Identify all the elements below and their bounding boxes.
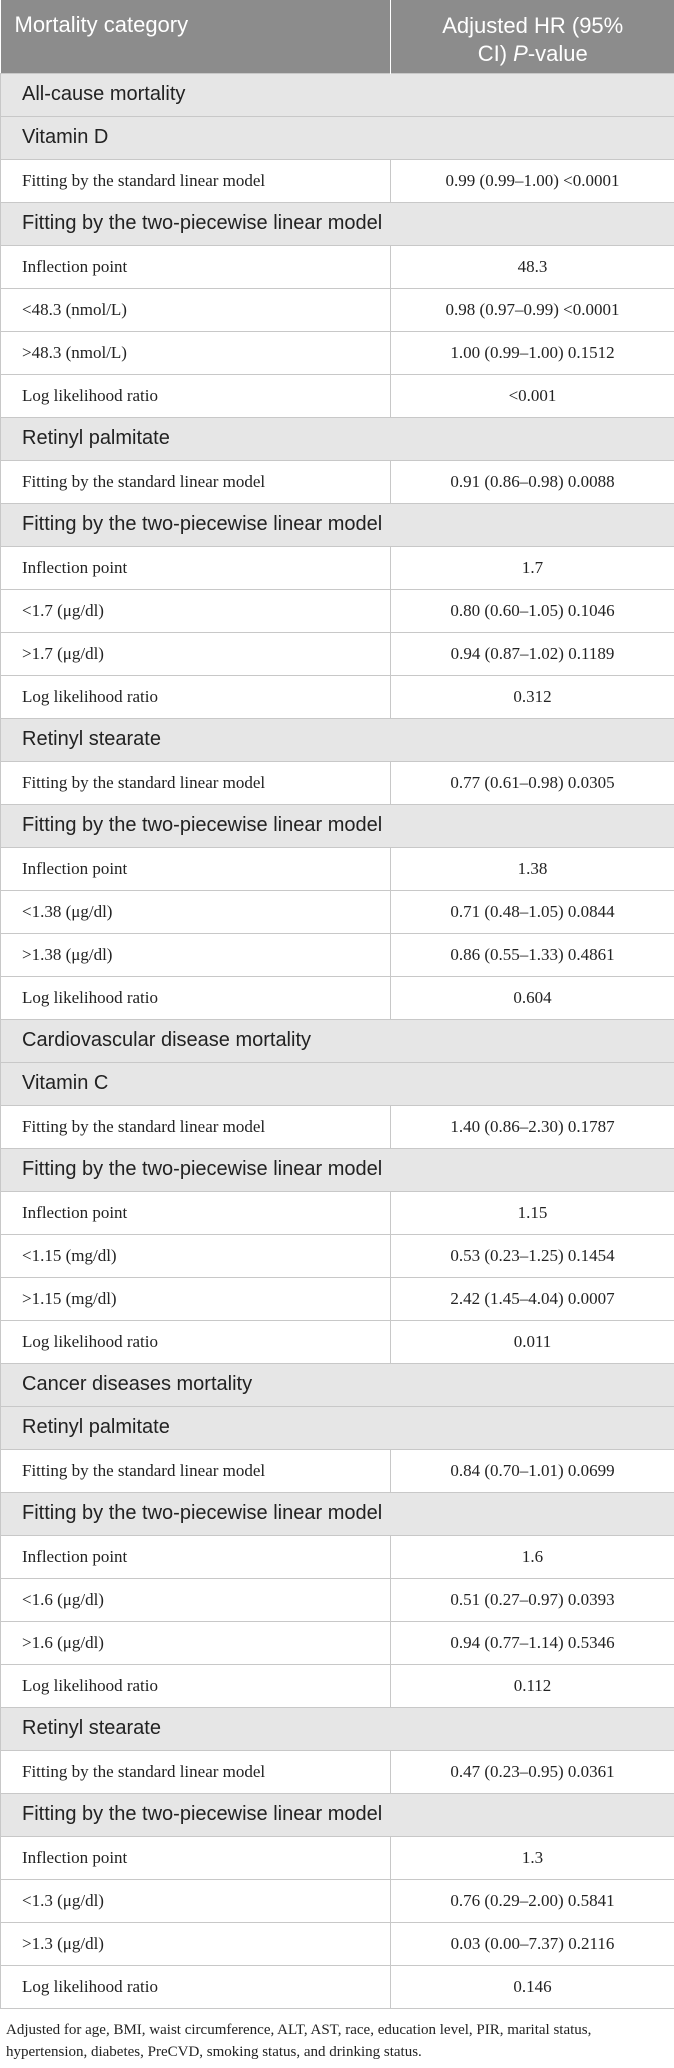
section-row xyxy=(1,1707,674,1750)
row-label: >1.6 (μg/dl) xyxy=(1,1621,391,1664)
row-value: 0.99 (0.99–1.00) <0.0001 xyxy=(391,159,674,202)
table-row xyxy=(1,1879,674,1922)
row-label: <48.3 (nmol/L) xyxy=(1,288,391,331)
section-row xyxy=(1,1793,674,1836)
row-label: Fitting by the standard linear model xyxy=(1,460,391,503)
table-row xyxy=(1,331,674,374)
table-row xyxy=(1,1277,674,1320)
table-row xyxy=(1,761,674,804)
row-label: Inflection point xyxy=(1,1191,391,1234)
section-label: Retinyl palmitate xyxy=(1,1406,674,1449)
table-body xyxy=(1,73,674,2008)
section-row xyxy=(1,116,674,159)
row-value: 1.6 xyxy=(391,1535,674,1578)
row-value: 0.146 xyxy=(391,1965,674,2008)
section-row xyxy=(1,718,674,761)
section-label: Fitting by the two-piecewise linear model xyxy=(1,1148,674,1191)
row-value: 1.00 (0.99–1.00) 0.1512 xyxy=(391,331,674,374)
section-row xyxy=(1,1492,674,1535)
row-label: Inflection point xyxy=(1,1535,391,1578)
row-value: <0.001 xyxy=(391,374,674,417)
row-value: 0.312 xyxy=(391,675,674,718)
row-value: 0.71 (0.48–1.05) 0.0844 xyxy=(391,890,674,933)
row-value: 0.86 (0.55–1.33) 0.4861 xyxy=(391,933,674,976)
section-row xyxy=(1,73,674,116)
row-value: 0.94 (0.77–1.14) 0.5346 xyxy=(391,1621,674,1664)
section-label: Fitting by the two-piecewise linear model xyxy=(1,1492,674,1535)
table-row xyxy=(1,374,674,417)
row-value: 0.91 (0.86–0.98) 0.0088 xyxy=(391,460,674,503)
section-row xyxy=(1,417,674,460)
row-label: Fitting by the standard linear model xyxy=(1,1449,391,1492)
table-header-row xyxy=(1,0,674,73)
table-row xyxy=(1,1965,674,2008)
row-label: Fitting by the standard linear model xyxy=(1,1105,391,1148)
section-label: Retinyl stearate xyxy=(1,1707,674,1750)
row-label: <1.3 (μg/dl) xyxy=(1,1879,391,1922)
row-value: 1.15 xyxy=(391,1191,674,1234)
section-label: All-cause mortality xyxy=(1,73,674,116)
row-label: <1.6 (μg/dl) xyxy=(1,1578,391,1621)
row-value: 0.53 (0.23–1.25) 0.1454 xyxy=(391,1234,674,1277)
row-label: <1.38 (μg/dl) xyxy=(1,890,391,933)
header-adjusted-hr xyxy=(391,0,674,73)
section-label: Retinyl palmitate xyxy=(1,417,674,460)
row-label: Log likelihood ratio xyxy=(1,675,391,718)
section-label: Fitting by the two-piecewise linear model xyxy=(1,1793,674,1836)
table-row xyxy=(1,847,674,890)
section-row xyxy=(1,1148,674,1191)
table-row xyxy=(1,245,674,288)
section-row xyxy=(1,202,674,245)
section-label: Vitamin D xyxy=(1,116,674,159)
row-label: Inflection point xyxy=(1,546,391,589)
row-label: Log likelihood ratio xyxy=(1,976,391,1019)
header-adjusted-hr-line2-prefix: CI) xyxy=(477,41,514,66)
section-label: Fitting by the two-piecewise linear model xyxy=(1,503,674,546)
row-label: Log likelihood ratio xyxy=(1,1320,391,1363)
row-value: 0.76 (0.29–2.00) 0.5841 xyxy=(391,1879,674,1922)
section-label: Cancer diseases mortality xyxy=(1,1363,674,1406)
table-row xyxy=(1,675,674,718)
table-row xyxy=(1,1105,674,1148)
row-value: 0.84 (0.70–1.01) 0.0699 xyxy=(391,1449,674,1492)
section-row xyxy=(1,503,674,546)
table-row xyxy=(1,976,674,1019)
section-label: Fitting by the two-piecewise linear model xyxy=(1,202,674,245)
section-label: Cardiovascular disease mortality xyxy=(1,1019,674,1062)
table-row xyxy=(1,1836,674,1879)
table-row xyxy=(1,1191,674,1234)
table-row xyxy=(1,1922,674,1965)
table-row xyxy=(1,1449,674,1492)
row-label: Fitting by the standard linear model xyxy=(1,159,391,202)
row-label: >48.3 (nmol/L) xyxy=(1,331,391,374)
header-mortality-category: Mortality category xyxy=(1,0,391,73)
header-adjusted-hr-p: P xyxy=(513,41,528,66)
row-value: 0.03 (0.00–7.37) 0.2116 xyxy=(391,1922,674,1965)
section-label: Retinyl stearate xyxy=(1,718,674,761)
row-value: 0.51 (0.27–0.97) 0.0393 xyxy=(391,1578,674,1621)
row-label: <1.7 (μg/dl) xyxy=(1,589,391,632)
section-row xyxy=(1,1363,674,1406)
table-row xyxy=(1,632,674,675)
row-value: 1.3 xyxy=(391,1836,674,1879)
table-row xyxy=(1,1621,674,1664)
row-value: 1.38 xyxy=(391,847,674,890)
section-row xyxy=(1,1019,674,1062)
row-value: 0.47 (0.23–0.95) 0.0361 xyxy=(391,1750,674,1793)
row-label: Log likelihood ratio xyxy=(1,374,391,417)
row-value: 2.42 (1.45–4.04) 0.0007 xyxy=(391,1277,674,1320)
row-label: Inflection point xyxy=(1,847,391,890)
table-row xyxy=(1,460,674,503)
row-value: 0.011 xyxy=(391,1320,674,1363)
row-label: Fitting by the standard linear model xyxy=(1,761,391,804)
table-row xyxy=(1,933,674,976)
table-row xyxy=(1,1535,674,1578)
table-row xyxy=(1,1578,674,1621)
row-label: Log likelihood ratio xyxy=(1,1664,391,1707)
section-label: Fitting by the two-piecewise linear model xyxy=(1,804,674,847)
table-row xyxy=(1,159,674,202)
row-label: Fitting by the standard linear model xyxy=(1,1750,391,1793)
table-row xyxy=(1,589,674,632)
row-label: >1.15 (mg/dl) xyxy=(1,1277,391,1320)
table-row xyxy=(1,890,674,933)
section-row xyxy=(1,804,674,847)
section-row xyxy=(1,1406,674,1449)
table-row xyxy=(1,546,674,589)
row-label: >1.38 (μg/dl) xyxy=(1,933,391,976)
row-label: Inflection point xyxy=(1,245,391,288)
table-row xyxy=(1,1234,674,1277)
section-row xyxy=(1,1062,674,1105)
section-label: Vitamin C xyxy=(1,1062,674,1105)
row-value: 0.112 xyxy=(391,1664,674,1707)
header-adjusted-hr-line1: Adjusted HR (95% xyxy=(442,13,624,38)
row-value: 0.604 xyxy=(391,976,674,1019)
row-value: 0.94 (0.87–1.02) 0.1189 xyxy=(391,632,674,675)
row-label: >1.3 (μg/dl) xyxy=(1,1922,391,1965)
table-footnote: Adjusted for age, BMI, waist circumference, ALT, AST, race, education level, PIR, marital status, hypertension, diabetes, PreCVD, smoking status, and drinking status. xyxy=(6,2021,592,2060)
table-row xyxy=(1,1750,674,1793)
header-adjusted-hr-line2-suffix: -value xyxy=(527,41,588,66)
row-value: 0.77 (0.61–0.98) 0.0305 xyxy=(391,761,674,804)
row-label: Inflection point xyxy=(1,1836,391,1879)
row-value: 0.80 (0.60–1.05) 0.1046 xyxy=(391,589,674,632)
table-row xyxy=(1,1320,674,1363)
row-value: 1.40 (0.86–2.30) 0.1787 xyxy=(391,1105,674,1148)
row-label: <1.15 (mg/dl) xyxy=(1,1234,391,1277)
row-value: 0.98 (0.97–0.99) <0.0001 xyxy=(391,288,674,331)
row-label: Log likelihood ratio xyxy=(1,1965,391,2008)
table-row xyxy=(1,1664,674,1707)
row-value: 1.7 xyxy=(391,546,674,589)
row-value: 48.3 xyxy=(391,245,674,288)
row-label: >1.7 (μg/dl) xyxy=(1,632,391,675)
table-row xyxy=(1,288,674,331)
